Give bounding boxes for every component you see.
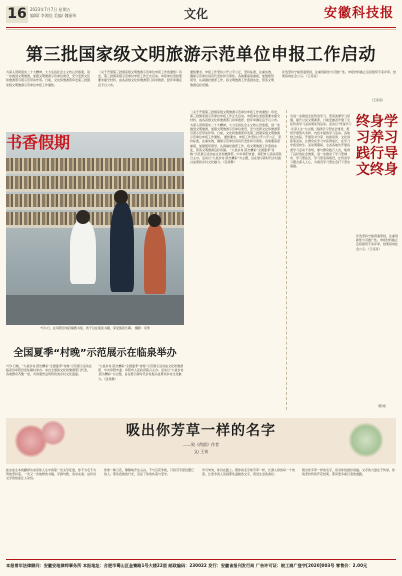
essay-col1: 能完成全本的翻译出来是你人生中的第一次文学征途，你不为名不为利地坚持着，一次又一次地修改书稿，字斟句酌，务求完美。这份对文学的热爱让人动容。: [6, 468, 97, 481]
article2-col2: “大美乡村·跃出精彩”全国夏季“村晚”示范展示活动由文化和旅游部、中共阜阳市委、阜阳市人民政府联合主办。活动以“大美乡村·跃出精彩”为主题，旨在展示新时代乡村振兴成果和乡村文化魅力。（张传静）: [98, 364, 184, 381]
article1-col3: 通知要求，申报工作坚持公开公平公正，坚持标准，注重实效，确保示范单位具有代表性和引领性。各地要高度重视，加强组织领导，认真做好推荐工作，将文明旅游工作落到实处，营造文明旅游良好氛围。: [190, 70, 275, 87]
sidebar-body: 为进一步推进全民终身学习，营造浓厚学习氛围，提升公民文明素养，日前安徽省开展了全民终身学习活动周系列活动。活动以“终身学习·乐享人生”为主题，围绕学习型社会建设，组织开展形式多样、内容丰富的学习活动。各地结合实际，开展读书分享、技能培训、文化讲座等活动，让群众在学习中获得成长，在学习中感受快乐。活动周期间，全省各地共开展各类学习活动千余场，参与群众数万人次，取得了良好的社会效果，进一步推动了学习型城市、学习型社区、学习型家庭建设，让终身学习理念深入人心，为建设学习型社会打下坚实基础。: [290, 114, 352, 169]
library-photo: [6, 132, 184, 325]
photo-tag: 书香假期: [6, 133, 71, 152]
article2-col1: 7月1日晚，“大美乡村·跃出精彩”全国夏季“村晚”示范展示活动在临泉县阜阳县迎仙镇村举办。来自全国的文化和旅游部门代表，各地群众齐聚一堂，共同观赏这场特色的乡村文化盛宴。: [6, 364, 92, 377]
article1-sign: （王亮亮）: [370, 98, 386, 102]
sidebar-body-2: 评选坚持宁缺毋滥原则，注重创新性与可推广性。申报材料截止后将组织专家评审，结果将向社会公示。（王亮亮）: [356, 234, 398, 251]
masthead: 安徽科技报: [323, 6, 394, 21]
editor-line: 编辑/ 李湘佳 美编/ 魏丽伟: [30, 12, 77, 18]
article1-col2: 《关于开展第三批国家级文明旅游示范单位申报工作的通知》印发，第三批国家级示范单位申报工作正式启动。申报单位需按照要求提交材料，由各省级文化和旅游部门初审推荐，经评审确定后予以公布。: [98, 70, 183, 87]
article1-col4: 评选坚持宁缺毋滥原则，注重创新性与可推广性。申报材料截止后将组织专家评审，结果将向社会公示。（王亮亮）: [282, 70, 396, 79]
photo-caption: 7月1日，在凤阳县刘府镇图书馆，孩子们在阅读书籍，享受阅读乐趣。 摄影：宋琦: [40, 326, 150, 330]
essay-subtitle: ——致《荷韵》作者: [183, 442, 219, 447]
sidebar-sign: （陈刘）: [376, 404, 389, 408]
article1-cont-4: “大美乡村·跃出精彩”全国夏季“村晚”示范展示活动由文化和旅游部、中共阜阳市委、阜阳市人民政府联合主办。活动以“大美乡村·跃出精彩”为主题，旨在展示新时代乡村振兴成果和乡村文化魅力。（张传静）: [190, 147, 282, 165]
essay-author: 文/ 王寅: [193, 449, 209, 454]
article1-cont-1: 《关于开展第三批国家级文明旅游示范单位申报工作的通知》印发，第三批国家级示范单位申报工作正式启动。申报单位需按照要求提交材料，由各省级文化和旅游部门初审推荐，经评审确定后予以公布。: [190, 110, 281, 123]
main-headline: 第三批国家级文明旅游示范单位申报工作启动: [26, 45, 376, 65]
flower-icon: [40, 420, 66, 446]
essay-col2: 你像一株兰花，静静地开在山谷，不与百花争艳，只将芬芳留给懂它的人。那些夜晚的灯光，见证了你的执着与坚守。: [104, 468, 195, 477]
article1-cont-3: 通知要求，申报工作坚持公开公平公正，坚持标准，注重实效，确保示范单位具有代表性和引领性。各地要高度重视，加强组织领导，认真做好推荐工作，将文明旅游工作落到实处，营造文明旅游良好氛围。: [190, 135, 281, 152]
section-title: 文化: [184, 7, 209, 21]
date-line: 2023年7月7日 星期五: [30, 7, 71, 12]
essay-title: 吸出你芳草一样的名字: [126, 423, 276, 439]
header-rule-thin: [6, 29, 396, 30]
header-meta: [30, 7, 77, 18]
sidebar-title: 终身学习养习践行导文终身: [356, 114, 398, 178]
header-rule: [6, 27, 396, 28]
article2-headline: 全国夏季“村晚”示范展示在临泉举办: [13, 348, 177, 359]
essay-col4: 吸出你芳草一样的名字，是对你的最好祝福。文字的力量在于传承，你的坚持终将开花结果，照亮更多前行者的道路。: [302, 468, 396, 477]
article1-cont-2: 为深入贯彻落实二十大精神，大力弘扬社会主义核心价值观，进一步推进文明旅游，加强文明旅游示范单位建设，充分发挥文化和旅游部引领示范带动作用。日前，文化和旅游部印发第三批国家级文明旅游示范单位申报工作通知。: [190, 122, 281, 140]
essay-col3: 岁月匆匆，你仍在路上。愿你的名字如芳草一样，长满人间的每一个角落，让更多的人读到那些温暖的文字，感受生活的美好。: [202, 468, 296, 477]
article1-col1: 为深入贯彻落实二十大精神，大力弘扬社会主义核心价值观，进一步推进文明旅游，加强文明旅游示范单位建设，充分发挥文化和旅游部引领示范带动作用。日前，文化和旅游部印发第三批国家级文明旅游示范单位申报工作通知。: [6, 70, 91, 87]
leaf-icon: [348, 422, 384, 458]
page-number: 16: [7, 6, 27, 22]
footer-bar: 本报常年法律顾问：安徽安地律师事务所 本报地址：合肥市蜀山区金寨路1号大楼22层 邮政编码：230022 发行：安徽省报刊发行局 广告许可证：皖工商广登字[2020]003号 零售价：2.00元: [6, 559, 396, 571]
article1-continued: [190, 110, 282, 410]
